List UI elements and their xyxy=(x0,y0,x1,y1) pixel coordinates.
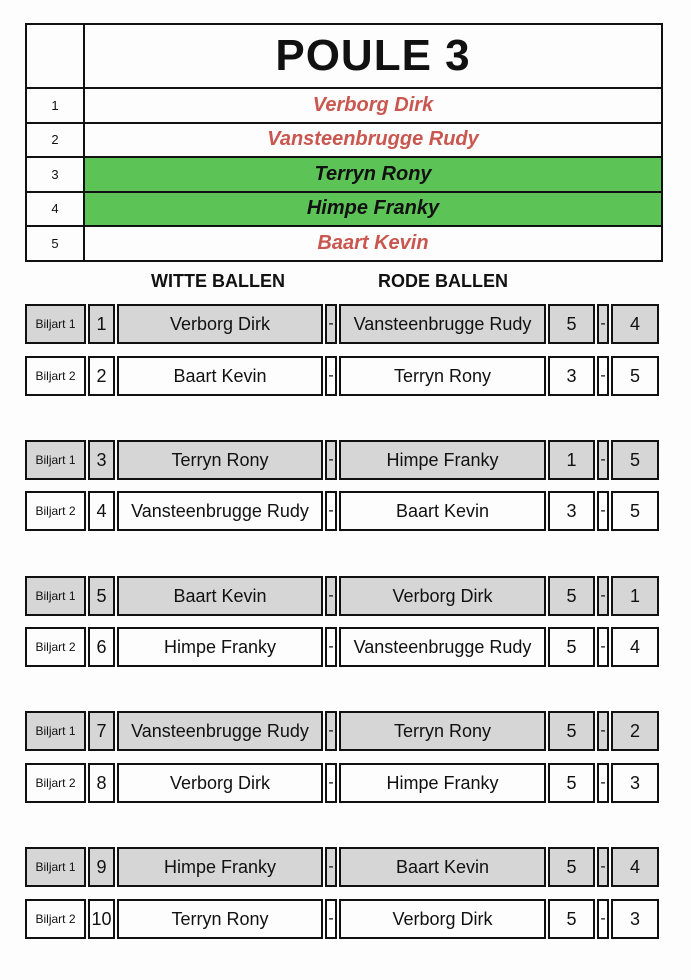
score-white: 5 xyxy=(548,847,595,887)
poule-header xyxy=(27,25,661,89)
match-number: 3 xyxy=(88,440,115,480)
score-separator: - xyxy=(597,356,609,396)
billiard-table-label: Biljart 1 xyxy=(25,304,86,344)
score-white: 3 xyxy=(548,491,595,531)
score-separator: - xyxy=(597,627,609,667)
player-separator: - xyxy=(325,763,337,803)
white-ball-player: Baart Kevin xyxy=(117,356,323,396)
billiard-table-label: Biljart 2 xyxy=(25,491,86,531)
player-separator: - xyxy=(325,711,337,751)
score-separator: - xyxy=(597,304,609,344)
score-red: 5 xyxy=(611,491,659,531)
match-number: 5 xyxy=(88,576,115,616)
score-separator: - xyxy=(597,711,609,751)
score-white: 5 xyxy=(548,576,595,616)
score-white: 5 xyxy=(548,627,595,667)
match-number: 9 xyxy=(88,847,115,887)
score-red: 3 xyxy=(611,899,659,939)
match-row xyxy=(25,627,659,667)
score-separator: - xyxy=(597,440,609,480)
ranking-number: 5 xyxy=(27,227,85,260)
billiard-table-label: Biljart 1 xyxy=(25,576,86,616)
billiard-table-label: Biljart 2 xyxy=(25,356,86,396)
red-ball-player: Vansteenbrugge Rudy xyxy=(339,304,546,344)
white-ball-player: Verborg Dirk xyxy=(117,763,323,803)
player-separator: - xyxy=(325,899,337,939)
score-red: 2 xyxy=(611,711,659,751)
score-separator: - xyxy=(597,491,609,531)
match-row xyxy=(25,356,659,396)
white-ball-player: Vansteenbrugge Rudy xyxy=(117,491,323,531)
red-ball-player: Himpe Franky xyxy=(339,763,546,803)
player-separator: - xyxy=(325,627,337,667)
match-number: 10 xyxy=(88,899,115,939)
ranking-row xyxy=(27,124,661,159)
score-red: 4 xyxy=(611,847,659,887)
player-separator: - xyxy=(325,304,337,344)
score-white: 3 xyxy=(548,356,595,396)
red-ball-player: Terryn Rony xyxy=(339,356,546,396)
white-balls-heading: WITTE BALLEN xyxy=(151,271,285,291)
match-row xyxy=(25,847,659,887)
match-row xyxy=(25,711,659,751)
score-white: 5 xyxy=(548,304,595,344)
match-number: 1 xyxy=(88,304,115,344)
red-ball-player: Verborg Dirk xyxy=(339,576,546,616)
match-number: 4 xyxy=(88,491,115,531)
player-separator: - xyxy=(325,356,337,396)
ranking-number: 4 xyxy=(27,193,85,226)
score-red: 4 xyxy=(611,304,659,344)
billiard-table-label: Biljart 2 xyxy=(25,763,86,803)
score-separator: - xyxy=(597,847,609,887)
player-separator: - xyxy=(325,847,337,887)
ranking-row-qualified xyxy=(27,193,661,228)
red-ball-player: Baart Kevin xyxy=(339,847,546,887)
ranking-number: 1 xyxy=(27,89,85,122)
billiard-table-label: Biljart 1 xyxy=(25,711,86,751)
player-separator: - xyxy=(325,576,337,616)
red-ball-player: Himpe Franky xyxy=(339,440,546,480)
player-separator: - xyxy=(325,440,337,480)
match-row xyxy=(25,304,659,344)
match-row xyxy=(25,576,659,616)
poule-title: POULE 3 xyxy=(275,31,471,80)
billiard-table-label: Biljart 1 xyxy=(25,440,86,480)
match-row xyxy=(25,491,659,531)
billiard-table-label: Biljart 1 xyxy=(25,847,86,887)
score-white: 5 xyxy=(548,763,595,803)
score-white: 1 xyxy=(548,440,595,480)
match-number: 7 xyxy=(88,711,115,751)
white-ball-player: Himpe Franky xyxy=(117,847,323,887)
ranking-player-name: Vansteenbrugge Rudy xyxy=(267,128,479,151)
score-red: 3 xyxy=(611,763,659,803)
empty-corner-cell xyxy=(27,25,85,87)
score-red: 5 xyxy=(611,440,659,480)
ranking-row-qualified xyxy=(27,158,661,193)
match-row xyxy=(25,440,659,480)
white-ball-player: Verborg Dirk xyxy=(117,304,323,344)
white-ball-player: Vansteenbrugge Rudy xyxy=(117,711,323,751)
ranking-number: 3 xyxy=(27,158,85,191)
white-ball-player: Baart Kevin xyxy=(117,576,323,616)
red-ball-player: Verborg Dirk xyxy=(339,899,546,939)
match-number: 8 xyxy=(88,763,115,803)
red-balls-heading: RODE BALLEN xyxy=(378,271,508,291)
billiard-table-label: Biljart 2 xyxy=(25,899,86,939)
ranking-player-name: Himpe Franky xyxy=(85,193,661,226)
match-number: 2 xyxy=(88,356,115,396)
match-number: 6 xyxy=(88,627,115,667)
match-row xyxy=(25,763,659,803)
score-separator: - xyxy=(597,899,609,939)
match-row xyxy=(25,899,659,939)
score-white: 5 xyxy=(548,899,595,939)
red-ball-player: Vansteenbrugge Rudy xyxy=(339,627,546,667)
ranking-number: 2 xyxy=(27,124,85,157)
white-ball-player: Terryn Rony xyxy=(117,440,323,480)
score-separator: - xyxy=(597,576,609,616)
red-ball-player: Baart Kevin xyxy=(339,491,546,531)
ranking-row xyxy=(27,89,661,124)
poule-table xyxy=(25,23,663,262)
white-ball-player: Himpe Franky xyxy=(117,627,323,667)
ranking-player-name: Verborg Dirk xyxy=(312,93,434,116)
score-red: 5 xyxy=(611,356,659,396)
score-red: 4 xyxy=(611,627,659,667)
ranking-player-name: Baart Kevin xyxy=(317,231,429,254)
white-ball-player: Terryn Rony xyxy=(117,899,323,939)
ranking-player-name: Terryn Rony xyxy=(85,158,661,191)
score-red: 1 xyxy=(611,576,659,616)
player-separator: - xyxy=(325,491,337,531)
red-ball-player: Terryn Rony xyxy=(339,711,546,751)
ranking-row xyxy=(27,227,661,260)
score-separator: - xyxy=(597,763,609,803)
score-white: 5 xyxy=(548,711,595,751)
billiard-table-label: Biljart 2 xyxy=(25,627,86,667)
